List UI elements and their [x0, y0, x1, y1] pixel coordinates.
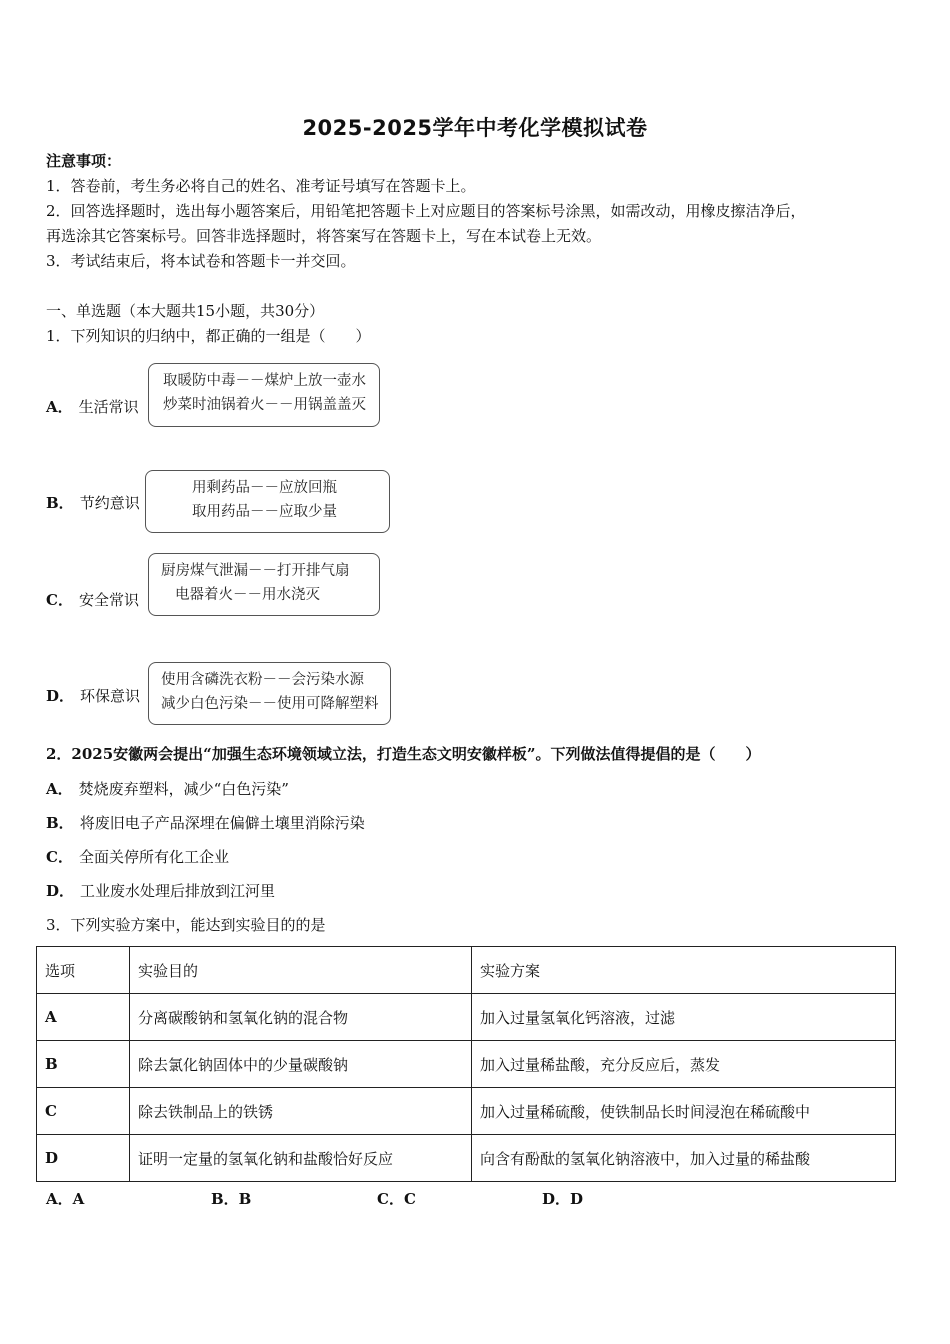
option-letter: D． [46, 687, 75, 705]
option-letter: B． [46, 494, 74, 512]
q3-answer-b[interactable]: B．B [211, 1190, 252, 1208]
q3-answer-c[interactable]: C．C [377, 1190, 416, 1208]
section-heading: 一、单选题（本大题共15小题，共30分） [46, 302, 325, 320]
table-cell: C [37, 1088, 130, 1135]
table-cell: 加入过量稀盐酸，充分反应后，蒸发 [472, 1041, 896, 1088]
box-line: 炒菜时油锅着火－－用锅盖盖灭 [163, 397, 366, 413]
option-letter: A． [46, 398, 73, 416]
q3-answer-a[interactable]: A．A [46, 1190, 85, 1208]
table-header-row [37, 947, 896, 994]
question-2-stem: 2．2025安徽两会提出“加强生态环境领域立法，打造生态文明安徽样板”。下列做法值得提倡的是（ ） [46, 745, 761, 763]
page-title: 2025-2025学年中考化学模拟试卷 [302, 116, 648, 140]
option-text: 将废旧电子产品深埋在偏僻土壤里消除污染 [79, 814, 365, 832]
option-text: 节约意识 [79, 494, 140, 512]
table-cell: 除去氯化钠固体中的少量碳酸钠 [130, 1041, 472, 1088]
option-letter: C． [46, 848, 73, 866]
notice-item: 3．考试结束后，将本试卷和答题卡一并交回。 [46, 252, 356, 270]
table-cell: 向含有酚酞的氢氧化钠溶液中，加入过量的稀盐酸 [472, 1135, 896, 1182]
q2-option-c[interactable] [46, 846, 229, 867]
table-header-cell: 实验方案 [472, 947, 896, 994]
table-row [37, 1135, 896, 1182]
box-line: 取用药品－－应取少量 [192, 504, 337, 520]
q1-box-c [148, 553, 380, 616]
box-line: 减少白色污染－－使用可降解塑料 [161, 696, 379, 712]
table-cell: 除去铁制品上的铁锈 [130, 1088, 472, 1135]
q1-box-b [145, 470, 390, 533]
box-line: 电器着火－－用水浇灭 [175, 587, 320, 603]
q1-option-a[interactable] [46, 396, 139, 417]
table-row [37, 994, 896, 1041]
option-text: 环保意识 [80, 687, 141, 705]
q3-answer-d[interactable]: D．D [542, 1190, 584, 1208]
question-1-stem: 1．下列知识的归纳中，都正确的一组是（ ） [46, 327, 371, 345]
notice-item: 再选涂其它答案标号。回答非选择题时，将答案写在答题卡上，写在本试卷上无效。 [46, 227, 602, 245]
q2-option-a[interactable] [46, 778, 289, 799]
option-letter: B． [46, 814, 74, 832]
box-line: 取暖防中毒－－煤炉上放一壶水 [163, 373, 366, 389]
q1-box-a [148, 363, 380, 427]
table-cell: B [37, 1041, 130, 1088]
option-letter: C． [46, 591, 73, 609]
q2-option-d[interactable] [46, 880, 275, 901]
option-text: 工业废水处理后排放到江河里 [80, 882, 276, 900]
option-letter: D． [46, 882, 75, 900]
notice-heading: 注意事项： [46, 152, 122, 170]
option-text: 安全常识 [78, 591, 139, 609]
q1-box-d [148, 662, 391, 725]
experiment-table [36, 946, 896, 1182]
table-cell: D [37, 1135, 130, 1182]
q2-option-b[interactable] [46, 812, 365, 833]
table-row [37, 1088, 896, 1135]
table-cell: A [37, 994, 130, 1041]
option-text: 生活常识 [78, 398, 139, 416]
q1-option-b[interactable] [46, 492, 140, 513]
box-line: 厨房煤气泄漏－－打开排气扇 [161, 563, 350, 579]
option-letter: A． [46, 780, 73, 798]
q1-option-d[interactable] [46, 685, 140, 706]
q1-option-c[interactable] [46, 589, 139, 610]
table-cell: 加入过量稀硫酸，使铁制品长时间浸泡在稀硫酸中 [472, 1088, 896, 1135]
table-header-cell: 选项 [37, 947, 130, 994]
option-text: 焚烧废弃塑料，减少“白色污染” [78, 780, 289, 798]
table-cell: 加入过量氢氧化钙溶液，过滤 [472, 994, 896, 1041]
table-row [37, 1041, 896, 1088]
option-text: 全面关停所有化工企业 [78, 848, 229, 866]
table-cell: 分离碳酸钠和氢氧化钠的混合物 [130, 994, 472, 1041]
notice-item: 2．回答选择题时，选出每小题答案后，用铅笔把答题卡上对应题目的答案标号涂黑，如需改动，用橡皮擦洁净后， [46, 202, 806, 220]
notice-item: 1．答卷前，考生务必将自己的姓名、准考证号填写在答题卡上。 [46, 177, 476, 195]
box-line: 用剩药品－－应放回瓶 [192, 480, 337, 496]
table-header-cell: 实验目的 [130, 947, 472, 994]
table-cell: 证明一定量的氢氧化钠和盐酸恰好反应 [130, 1135, 472, 1182]
box-line: 使用含磷洗衣粉－－会污染水源 [161, 672, 364, 688]
question-3-stem: 3．下列实验方案中，能达到实验目的的是 [46, 916, 326, 934]
